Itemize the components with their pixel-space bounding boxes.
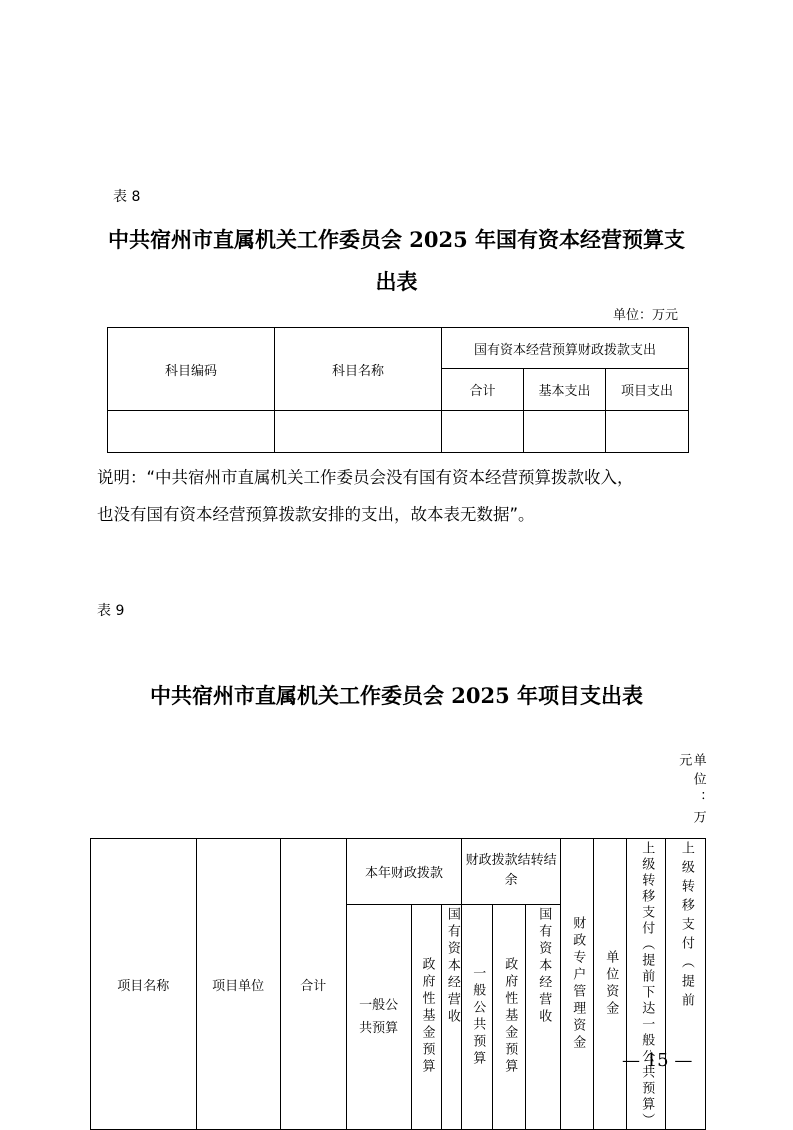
header-subject-code: 科目编码 (108, 328, 275, 411)
header-current-year-appropriation: 本年财政拨款 (346, 839, 462, 905)
header-current-gov-fund (411, 904, 441, 1129)
table9 (90, 838, 706, 1130)
empty-cell (524, 411, 606, 453)
empty-cell (442, 411, 524, 453)
header-special-account (560, 839, 593, 1130)
carryover-state-capital-text: 国有资本经营收 (536, 906, 552, 1026)
special-account-text: 财政专户管理资金 (570, 916, 586, 1052)
table9-label: 表 9 (97, 603, 125, 619)
header-current-general-budget: 一般公共预算 (346, 904, 411, 1129)
header-current-state-capital (442, 904, 462, 1129)
table8-title-line2: 出表 (375, 269, 418, 294)
page-number: — 15 — (622, 1050, 693, 1071)
header-unit-fund (594, 839, 626, 1130)
header-project-unit: 项目单位 (196, 839, 280, 1130)
table8-note (97, 459, 707, 533)
carryover-general-text: 一般公共预算 (470, 965, 486, 1068)
empty-cell (275, 411, 442, 453)
unit-fund-text: 单位资金 (603, 950, 619, 1018)
transfer-2-text: 上级转移支付（提前 (678, 841, 694, 1012)
header-carryover-general-budget (462, 904, 492, 1129)
header-carryover-state-capital (526, 904, 561, 1129)
table8-unit: 单位：万元 (613, 308, 679, 323)
note-line-2: 也没有国有资本经营预算拨款安排的支出，故本表无数据”。 (97, 505, 535, 524)
header-carryover-gov-fund (492, 904, 525, 1129)
header-total: 合计 (442, 369, 524, 411)
header-transfer-1 (626, 839, 666, 1130)
current-state-capital-text: 国有资本经营收 (444, 906, 460, 1026)
table8-label: 表 8 (113, 189, 141, 205)
table9-unit-text: 单位：万元 (676, 753, 706, 829)
empty-cell (108, 411, 275, 453)
carryover-gov-fund-text: 政府性基金预算 (502, 957, 518, 1077)
header-total: 合计 (280, 839, 346, 1130)
table9-unit (676, 753, 706, 837)
note-line-1: 说明：“中共宿州市直属机关工作委员会没有国有资本经营预算拨款收入， (97, 468, 634, 487)
header-carryover: 财政拨款结转结余 (462, 839, 560, 905)
table9-title: 中共宿州市直属机关工作委员会 2025 年项目支出表 (149, 683, 644, 708)
header-project-name: 项目名称 (91, 839, 197, 1130)
table8-title-line1: 中共宿州市直属机关工作委员会 2025 年国有资本经营预算支 (107, 227, 686, 252)
current-gov-fund-text: 政府性基金预算 (419, 957, 435, 1077)
table8 (107, 327, 689, 453)
transfer-1-text: 上级转移支付（提前下达一般公共预算） (639, 841, 655, 1129)
empty-cell (606, 411, 689, 453)
header-basic-expense: 基本支出 (524, 369, 606, 411)
header-subject-name: 科目名称 (275, 328, 442, 411)
header-project-expense: 项目支出 (606, 369, 689, 411)
header-transfer-2 (666, 839, 706, 1130)
header-state-capital-group: 国有资本经营预算财政拨款支出 (442, 328, 689, 369)
